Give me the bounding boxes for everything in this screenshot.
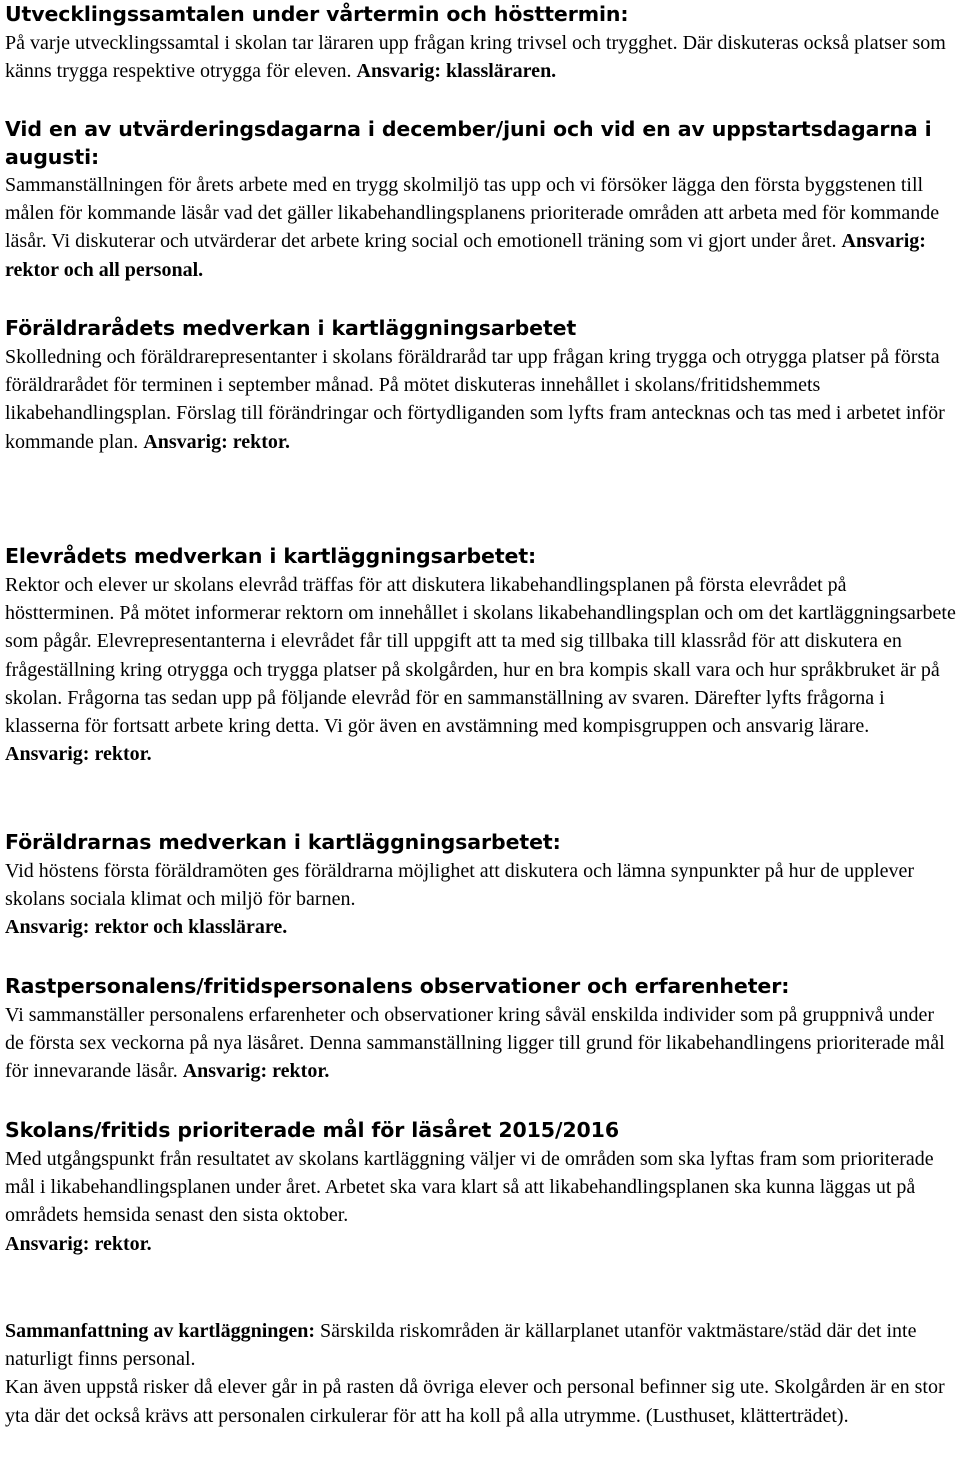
section-rastpersonal <box>5 972 957 1086</box>
section-text: På varje utvecklingssamtal i skolan tar läraren upp frågan kring trivsel och trygghet. Där diskuteras också platser som känns trygga respektive otrygga för eleven. <box>5 32 946 83</box>
summary-paragraph <box>5 1317 957 1373</box>
section-body <box>5 343 957 456</box>
section-text: Skolledning och föräldrarepresentanter i skolans föräldraråd tar upp frågan kring trygga och otrygga platser på första föräldrarådet för terminen i september månad. På mötet diskuteras innehållet i skolans/fritidshemmets likabehandlingsplan. Förslag till förändringar och förtydliganden som lyfts fram antecknas och tas med i arbetet inför kommande plan. <box>5 346 945 453</box>
section-text: Sammanställningen för årets arbete med en trygg skolmiljö tas upp och vi försöker lägga den första byggstenen till målen för kommande läsår vad det gäller likabehandlingsplanens prioriterade områden att arbeta med för kommande läsår. Vi diskuterar och utvärderar det arbete kring social och emotionell träning som vi gjort under året. <box>5 174 940 253</box>
section-text: Vid höstens första föräldramöten ges föräldrarna möjlighet att diskutera och lämna synpunkter på hur de upplever skolans sociala klimat och miljö för barnen. <box>5 860 915 911</box>
section-text: Rektor och elever ur skolans elevråd träffas för att diskutera likabehandlingsplanen på första elevrådet på höstterminen. På mötet informerar rektorn om innehållet i skolans likabehandlingsplan och om det kartläggningsarbete som pågår. Elevrepresentanterna i elevrådet får till uppgift att ta med sig tillbaka till klassråd för att diskutera en frågeställning kring otrygga och trygga platser på skolgården, hur en bra kompis skall vara och hur språkbruket är på skolan. Frågorna tas sedan upp på följande elevråd för en sammanställning av svaren. Därefter lyfts frågorna i klasserna för fortsatt arbete kring detta. Vi gör även en avstämning med kompisgruppen och ansvarig lärare. <box>5 574 956 738</box>
section-body <box>5 1001 957 1086</box>
section-foraldrarna <box>5 828 957 942</box>
section-body <box>5 171 957 284</box>
section-elevradet <box>5 542 957 768</box>
summary-paragraph-2 <box>5 1373 957 1429</box>
section-prioriterade-mal <box>5 1116 957 1258</box>
section-utvecklingssamtal <box>5 0 957 85</box>
section-body <box>5 1145 957 1258</box>
section-body <box>5 857 957 942</box>
section-text: Vi sammanställer personalens erfarenheter och observationer kring såväl enskilda individer som på gruppnivå under de första sex veckorna på nya läsåret. Denna sammanställning ligger till grund för likabehandlingens prioriterade mål för innevarande läsår. <box>5 1004 945 1083</box>
summary-label: Sammanfattning av kartläggningen: <box>5 1320 316 1342</box>
section-foraldraradet <box>5 314 957 456</box>
responsible-label: Ansvarig: rektor. <box>143 430 290 453</box>
responsible-label: Ansvarig: rektor. <box>182 1060 330 1083</box>
responsible-label: Ansvarig: rektor och klasslärare. <box>5 916 288 939</box>
section-heading: Vid en av utvärderingsdagarna i december/juni och vid en av uppstartsdagarna i augusti: <box>5 117 932 169</box>
section-text: Med utgångspunkt från resultatet av skolans kartläggning väljer vi de områden som ska lyftas fram som prioriterade mål i likabehandlingsplanen under året. Arbetet ska vara klart så att likabehandlingsplanen ska kunna läggas ut på områdets hemsida senast den sista oktober. <box>5 1148 934 1227</box>
summary-text: Särskilda riskområden är källarplanet utanför vaktmästare/städ där det inte naturligt finns personal. <box>5 1320 917 1371</box>
section-heading: Skolans/fritids prioriterade mål för läsåret 2015/2016 <box>5 1118 620 1142</box>
section-heading: Föräldrarnas medverkan i kartläggningsarbetet: <box>5 830 561 854</box>
section-heading: Föräldrarådets medverkan i kartläggningsarbetet <box>5 316 577 340</box>
responsible-label: Ansvarig: klassläraren. <box>356 60 557 83</box>
section-body <box>5 29 957 85</box>
section-heading: Elevrådets medverkan i kartläggningsarbetet: <box>5 544 537 568</box>
responsible-label: Ansvarig: rektor och all personal. <box>5 230 926 281</box>
section-utvarderingsdagar <box>5 115 957 284</box>
section-body <box>5 571 957 768</box>
responsible-label: Ansvarig: rektor. <box>5 743 152 766</box>
responsible-label: Ansvarig: rektor. <box>5 1232 152 1255</box>
section-heading: Rastpersonalens/fritidspersonalens observationer och erfarenheter: <box>5 974 790 998</box>
section-heading: Utvecklingssamtalen under vårtermin och hösttermin: <box>5 2 629 26</box>
section-summary <box>5 1317 957 1430</box>
summary-text-2: Kan även uppstå risker då elever går in på rasten då övriga elever och personal befinner sig ute. Skolgården är en stor yta där det också krävs att personalen cirkulerar för att ha koll på alla utrymme. (Lusthuset, klätterträdet). <box>5 1376 945 1427</box>
